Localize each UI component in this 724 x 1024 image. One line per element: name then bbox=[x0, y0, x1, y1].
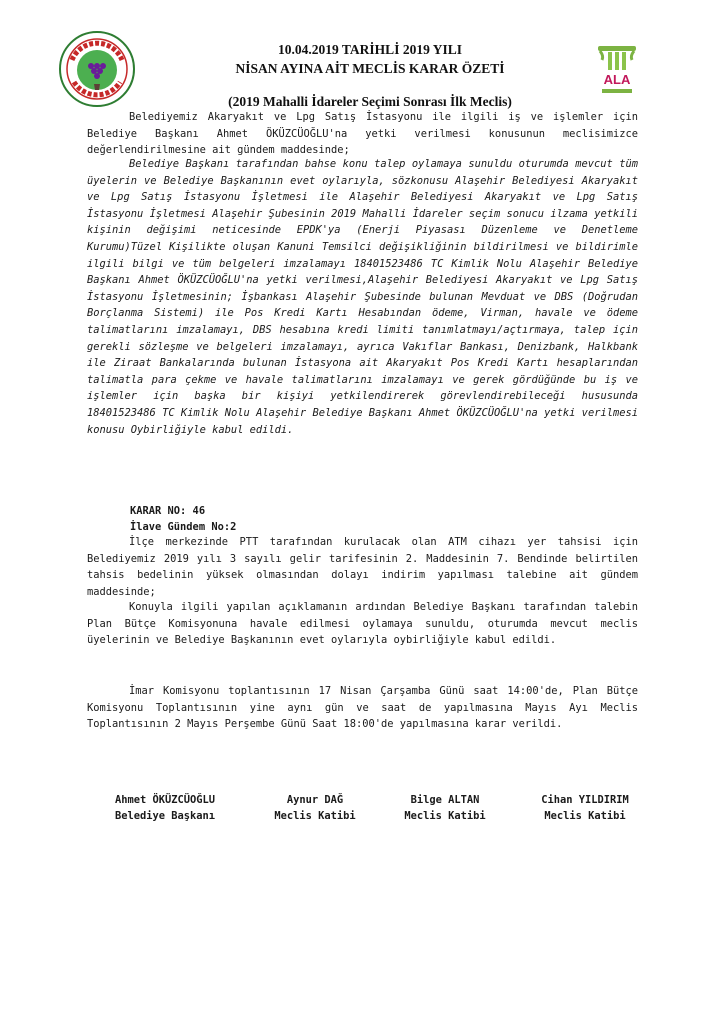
document-title-line2: NİSAN AYINA AİT MECLİS KARAR ÖZETİ bbox=[235, 61, 505, 76]
signature-title: Meclis Katibi bbox=[274, 810, 356, 822]
decision-number: KARAR NO: 46 bbox=[130, 505, 206, 517]
signature-name: Ahmet ÖKÜZCÜOĞLU bbox=[114, 794, 216, 806]
signature-block-clerk bbox=[390, 792, 500, 824]
paragraph-decision: Belediye Başkanı tarafından bahse konu talep oylamaya sunuldu oturumda mevcut tüm üyelerin ve Belediye Başkanının evet oylarıyla, sözkonusu Alaşehir Belediyesi Akaryakıt ve Lpg Satış İstasyonu İşletmesi ile Alaşehir Belediyesi Akaryakıt ve Lpg Satış İstasyonu İşletmesi Alaşehir Şubesinin 2019 Mahalli İdareler seçim sonucu ilzama yetkili kişinin değişimi neticesinde EPDK'ya (Enerji Piyasası Düzenleme ve Denetleme Kurumu)Tüzel Kişilikte oluşan Kanuni Temsilci değişikliğinin bildirilmesi ve bildirimle ilgili bilgi ve tüm belgeleri imzalamayı 18401523486 TC Kimlik Nolu Alaşehir Belediye Başkanı Ahmet ÖKÜZCÜOĞLU'na yetki verilmesi,Alaşehir Belediyesi Akaryakıt ve Lpg Satış İstasyonu İşletmesinin; İşbankası Alaşehir Şubesinde bulunan Mevduat ve DBS (Doğrudan Borçlanma Sistemi) ile Pos Kredi Kartı Hesabından ödeme, Virman, havale ve ödeme talimatlarını imzalamayı, DBS hesabına kredi limiti tanımlatmayı/açtırmaya, talep için gerekli sözleşme ve belgeleri imzalamayı, ayrıca Vakıflar Bankası, Denizbank, Halkbank ile Ziraat Bankalarında bulunan İstasyona ait Akaryakıt Pos Kredi Kartı hesaplarından talimatla para çekme ve havale talimatlarını imzalamayı ve gerek gördüğünde bu iş ve işlemler için başka bir kişiyi yetkilendirerek görevlendirebileceği hususunda 18401523486 TC Kimlik Nolu Alaşehir Belediye Başkanı Ahmet ÖKÜZCÜOĞLU'na yetki verilmesi konusu Oybirliğiyle kabul edildi. bbox=[87, 158, 638, 436]
document-title-line1: 10.04.2019 TARİHLİ 2019 YILI bbox=[278, 42, 462, 57]
signature-block-mayor bbox=[100, 792, 230, 824]
signature-name: Aynur DAĞ bbox=[286, 794, 344, 806]
svg-text:ALA: ALA bbox=[603, 72, 631, 87]
paragraph-agenda-item: Belediyemiz Akaryakıt ve Lpg Satış İstasyonu ile ilgili iş ve işlemler için Belediye Başkanı Ahmet ÖKÜZCÜOĞLU'na yetki verilmesi konusunun meclisimizce değerlendirilmesine ait gündem maddesinde; bbox=[87, 111, 638, 157]
signature-title: Belediye Başkanı bbox=[114, 810, 216, 822]
document-subtitle: (2019 Mahalli İdareler Seçimi Sonrası İlk Meclis) bbox=[228, 94, 512, 109]
additional-agenda-number: İlave Gündem No:2 bbox=[130, 521, 237, 533]
paragraph-meeting-schedule: İmar Komisyonu toplantısının 17 Nisan Çarşamba Günü saat 14:00'de, Plan Bütçe Komisyonu Toplantısının yine aynı gün ve saat de yapılmasına Mayıs Ayı Meclis Toplantısının 2 Mayıs Perşembe Günü Saat 18:00'de yapılmasına karar verildi. bbox=[87, 685, 638, 731]
ala-logo bbox=[594, 42, 640, 98]
paragraph-atm-decision: Konuyla ilgili yapılan açıklamanın ardından Belediye Başkanı tarafından talebin Plan Bütçe Komisyonuna havale edilmesi oylamaya sunuldu, oturumda mevcut meclis üyelerinin ve Belediye Başkanının evet oylarıyla oybirliğiyle kabul edildi. bbox=[87, 601, 638, 647]
signature-name: Cihan YILDIRIM bbox=[541, 794, 629, 806]
signature-title: Meclis Katibi bbox=[404, 810, 486, 822]
signature-block-clerk bbox=[520, 792, 650, 824]
signature-title: Meclis Katibi bbox=[544, 810, 626, 822]
signature-name: Bilge ALTAN bbox=[410, 794, 480, 806]
paragraph-atm-request: İlçe merkezinde PTT tarafından kurulacak olan ATM cihazı yer tahsisi için Belediyemiz 2019 yılı 3 sayılı gelir tarifesinin 2. Maddesinin 7. Bendinde belirtilen tahsis bedelinin yüksek olmasından dolayı indirim yapılması talebine ait gündem maddesinde; bbox=[87, 536, 638, 598]
signature-block-clerk bbox=[260, 792, 370, 824]
